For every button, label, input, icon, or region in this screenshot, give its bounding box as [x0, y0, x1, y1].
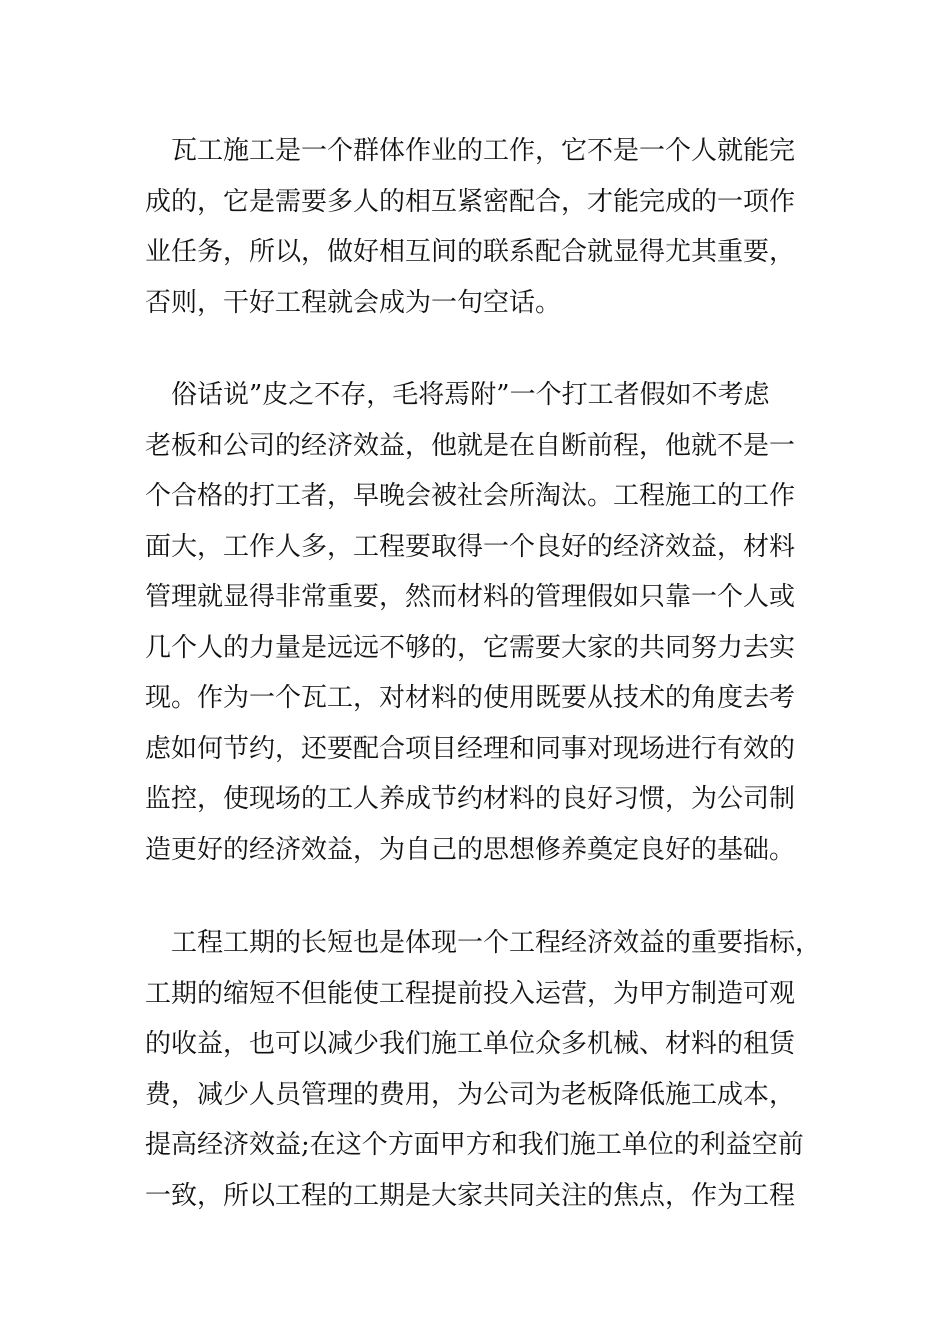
text-line: 瓦工施工是一个群体作业的工作，它不是一个人就能完 — [145, 136, 796, 166]
paragraph-teamwork — [145, 126, 815, 328]
text-line: 个合格的打工者，早晚会被社会所淘汰。工程施工的工作 — [145, 481, 796, 511]
text-line: 否则，干好工程就会成为一句空话。 — [145, 287, 562, 318]
text-line: 成的，它是需要多人的相互紧密配合，才能完成的一项作 — [145, 186, 796, 217]
text-line: 几个人的力量是远远不够的，它需要大家的共同努力去实 — [145, 632, 796, 663]
text-line: 的收益，也可以减少我们施工单位众多机械、材料的租赁 — [145, 1029, 796, 1059]
text-line: 俗话说”皮之不存，毛将焉附”一个打工者假如不考虑 — [145, 380, 770, 410]
text-line: 工程工期的长短也是体现一个工程经济效益的重要指标， — [145, 928, 822, 958]
text-line: 监控，使现场的工人养成节约材料的良好习惯，为公司制 — [145, 784, 796, 814]
text-line: 造更好的经济效益，为自己的思想修养奠定良好的基础。 — [145, 834, 796, 865]
text-line: 费，减少人员管理的费用，为公司为老板降低施工成本， — [145, 1079, 796, 1110]
text-line: 虑如何节约，还要配合项目经理和同事对现场进行有效的 — [145, 733, 796, 764]
paragraph-construction-period — [145, 918, 822, 1221]
paragraph-economic-benefit — [145, 370, 815, 875]
text-line: 提高经济效益;在这个方面甲方和我们施工单位的利益空前 — [145, 1130, 804, 1160]
text-line: 面大，工作人多，工程要取得一个良好的经济效益，材料 — [145, 531, 796, 562]
text-line: 业任务，所以，做好相互间的联系配合就显得尤其重要， — [145, 237, 796, 267]
text-line: 现。作为一个瓦工，对材料的使用既要从技术的角度去考 — [145, 683, 796, 713]
text-line: 工期的缩短不但能使工程提前投入运营，为甲方制造可观 — [145, 978, 796, 1009]
text-line: 管理就显得非常重要，然而材料的管理假如只靠一个人或 — [145, 582, 796, 612]
text-line: 老板和公司的经济效益，他就是在自断前程，他就不是一 — [145, 430, 796, 461]
text-line: 一致，所以工程的工期是大家共同关注的焦点，作为工程 — [145, 1180, 796, 1211]
